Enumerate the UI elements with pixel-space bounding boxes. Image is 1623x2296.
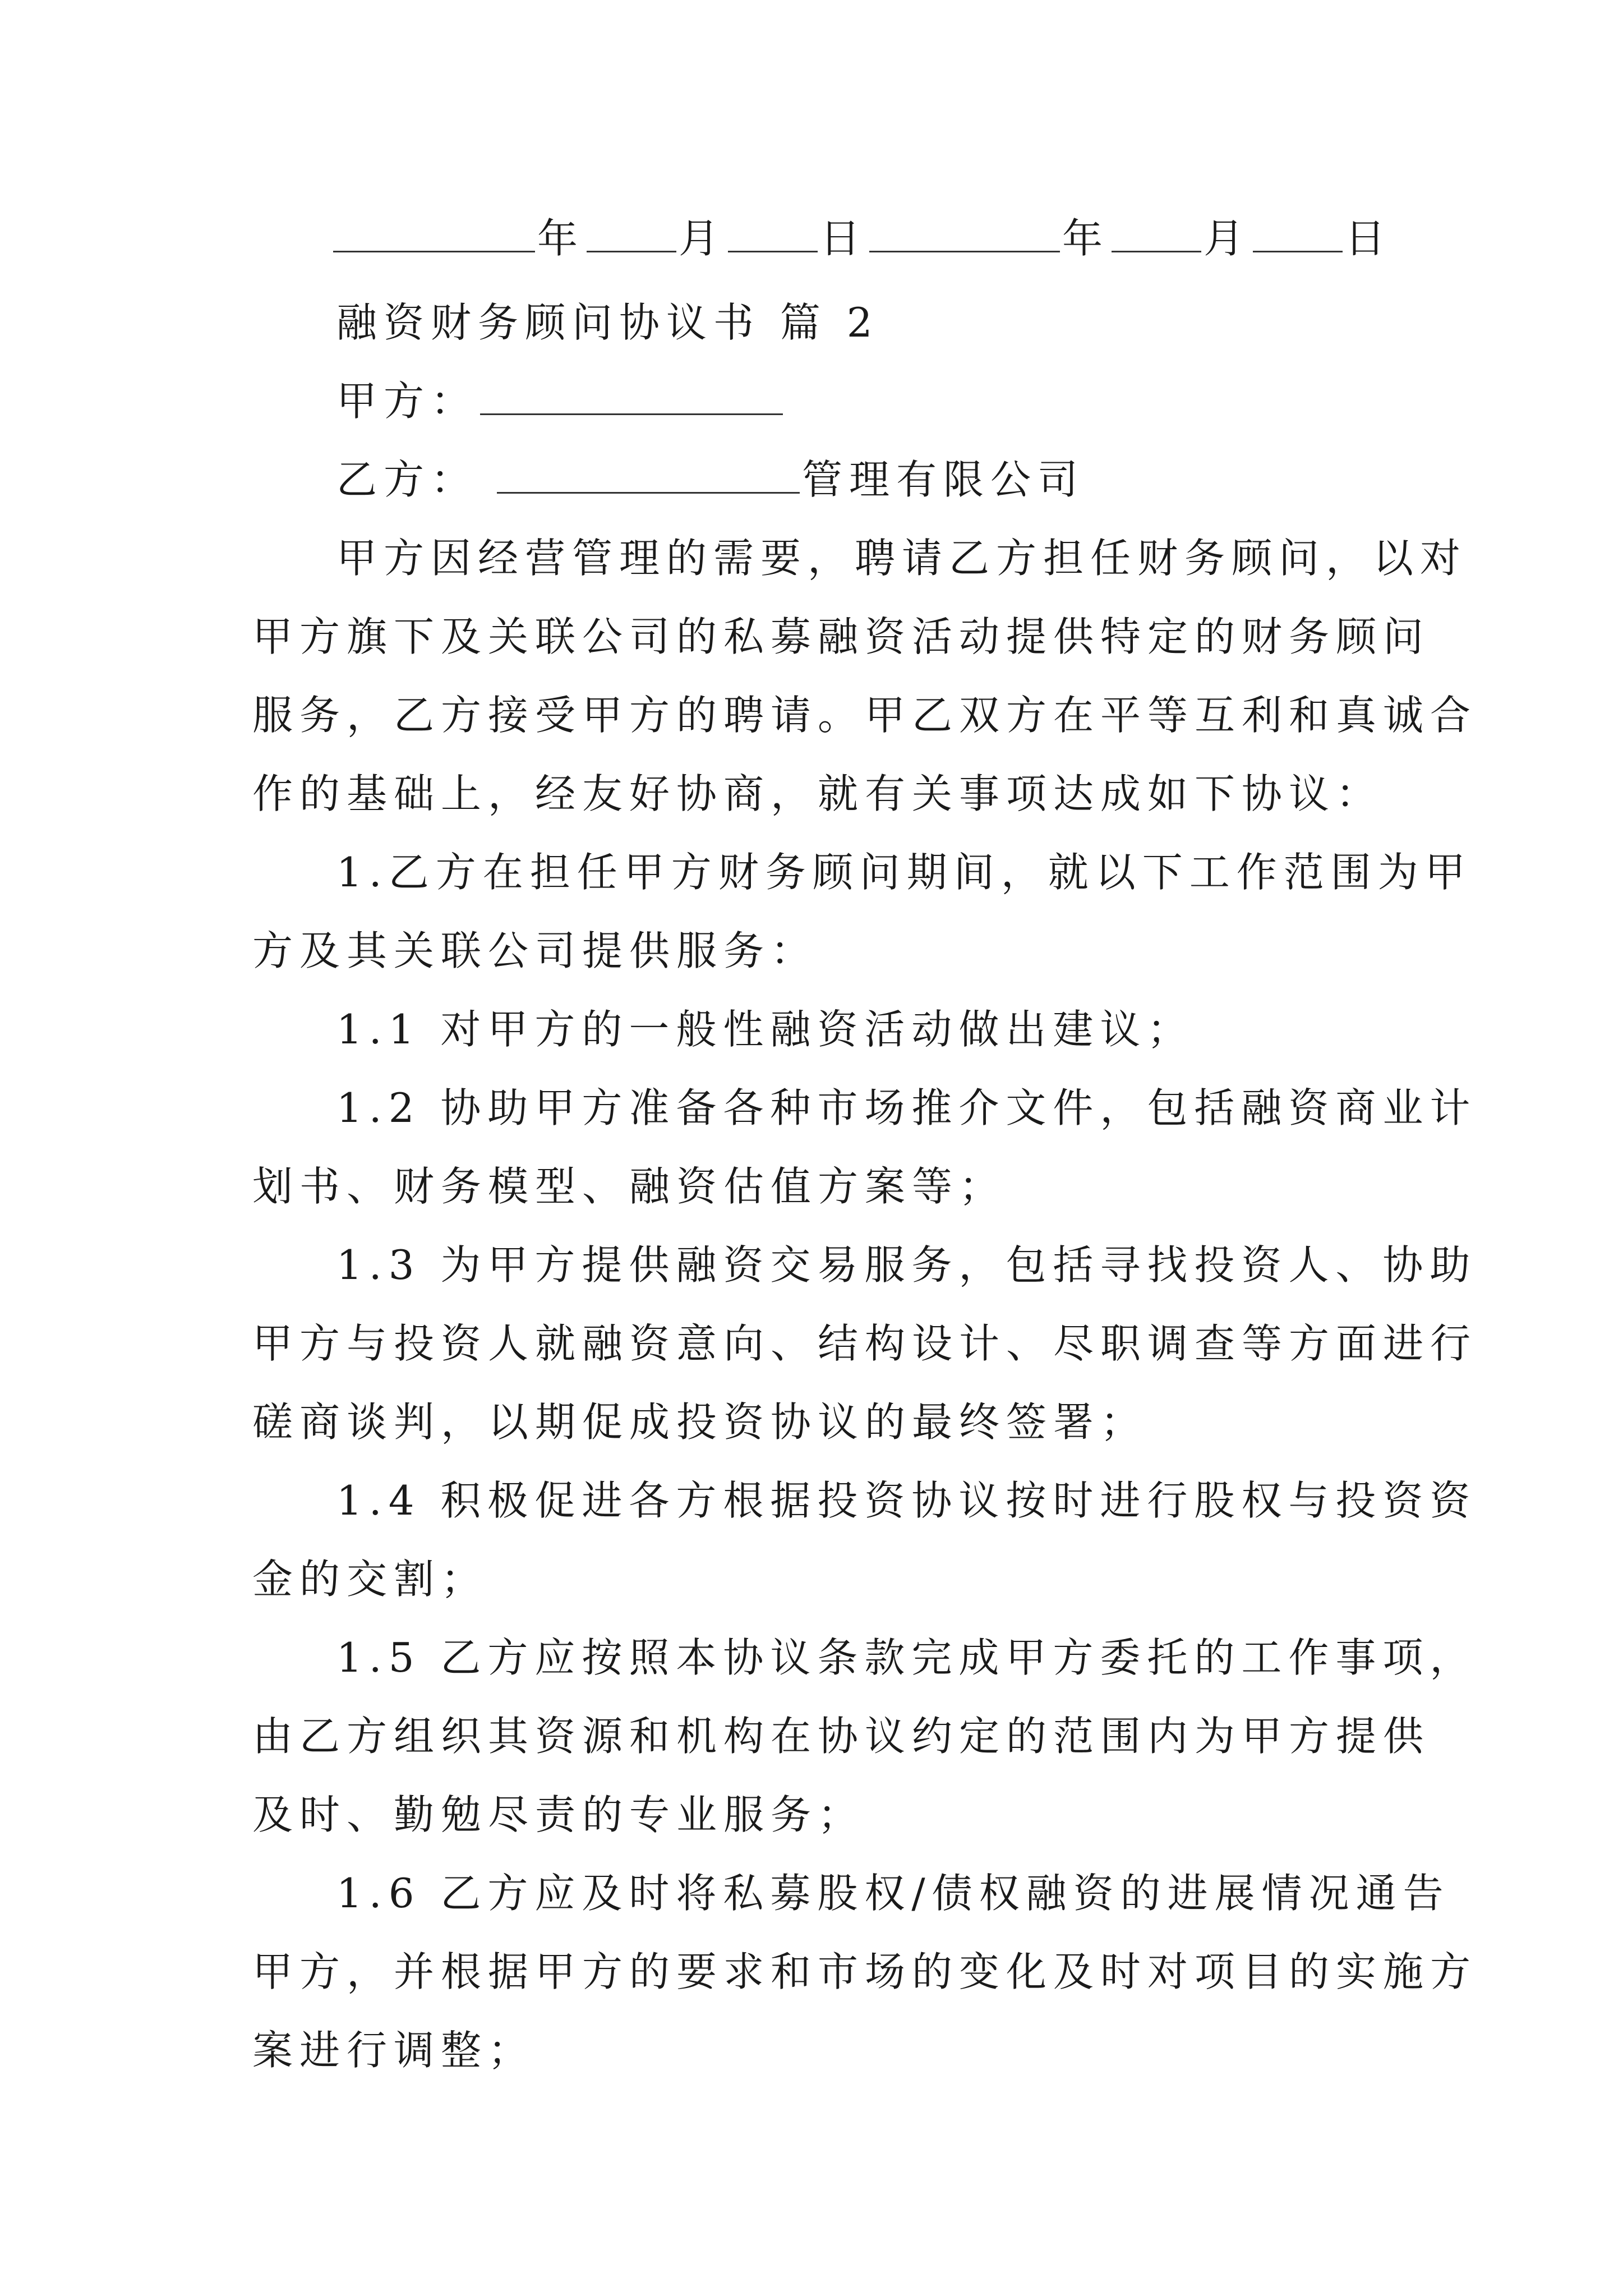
clause-1-4: 1.4 积极促进各方根据投资协议按时进行股权与投资资 [336,1477,1477,1524]
blank-month-1[interactable] [587,216,676,252]
body-line: 划书、财务模型、融资估值方案等； [252,1163,1007,1210]
body-line: 磋商谈判，以期促成投资协议的最终签署； [252,1398,1148,1446]
body-line: 作的基础上，经友好协商，就有关事项达成如下协议： [252,770,1384,817]
body-line: 甲方旗下及关联公司的私募融资活动提供特定的财务顾问 [252,613,1431,660]
blank-month-2[interactable] [1112,216,1201,252]
date-line [331,208,1453,269]
body-line: 1.乙方在担任甲方财务顾问期间，就以下工作范围为甲 [336,849,1472,896]
blank-day-1[interactable] [728,216,818,252]
body-line: 金的交割； [252,1556,488,1603]
blank-year-2[interactable] [869,216,1060,252]
clause-1-2: 1.2 协助甲方准备各种市场推介文件，包括融资商业计 [336,1084,1477,1131]
clause-1-1: 1.1 对甲方的一般性融资活动做出建议； [336,1006,1195,1053]
body-line: 甲方因经营管理的需要，聘请乙方担任财务顾问，以对 [336,535,1468,582]
body-line: 案进行调整； [252,2027,536,2074]
body-line: 甲方与投资人就融资意向、结构设计、尽职调查等方面进行 [252,1320,1478,1367]
day-label-1: 日 [820,215,868,262]
body-line: 甲方，并根据甲方的要求和市场的变化及时对项目的实施方 [252,1948,1478,1995]
party-b-label: 乙方： [336,456,478,503]
party-a-line [336,370,1458,432]
year-label-2: 年 [1062,215,1110,262]
day-label-2: 日 [1345,215,1393,262]
clause-1-6: 1.6 乙方应及时将私募股权/债权融资的进展情况通告 [336,1870,1450,1917]
party-b-line [336,449,1458,510]
party-a-label: 甲方： [336,378,478,425]
body-line: 方及其关联公司提供服务： [252,927,818,974]
blank-day-2[interactable] [1253,216,1343,252]
party-b-suffix: 管理有限公司 [802,456,1085,503]
document-title: 融资财务顾问协议书 篇 2 [336,299,879,346]
body-line: 由乙方组织其资源和机构在协议约定的范围内为甲方提供 [252,1713,1431,1760]
party-b-blank[interactable] [497,457,800,494]
clause-1-5: 1.5 乙方应按照本协议条款完成甲方委托的工作事项， [336,1634,1477,1681]
year-label-1: 年 [537,215,585,262]
month-label-2: 月 [1204,215,1251,262]
blank-year-1[interactable] [333,216,535,252]
body-line: 及时、勤勉尽责的专业服务； [252,1791,865,1838]
clause-1-3: 1.3 为甲方提供融资交易服务，包括寻找投资人、协助 [336,1241,1477,1289]
body-line: 服务，乙方接受甲方的聘请。甲乙双方在平等互利和真诚合 [252,692,1478,739]
party-a-blank[interactable] [480,379,783,415]
month-label-1: 月 [679,215,726,262]
